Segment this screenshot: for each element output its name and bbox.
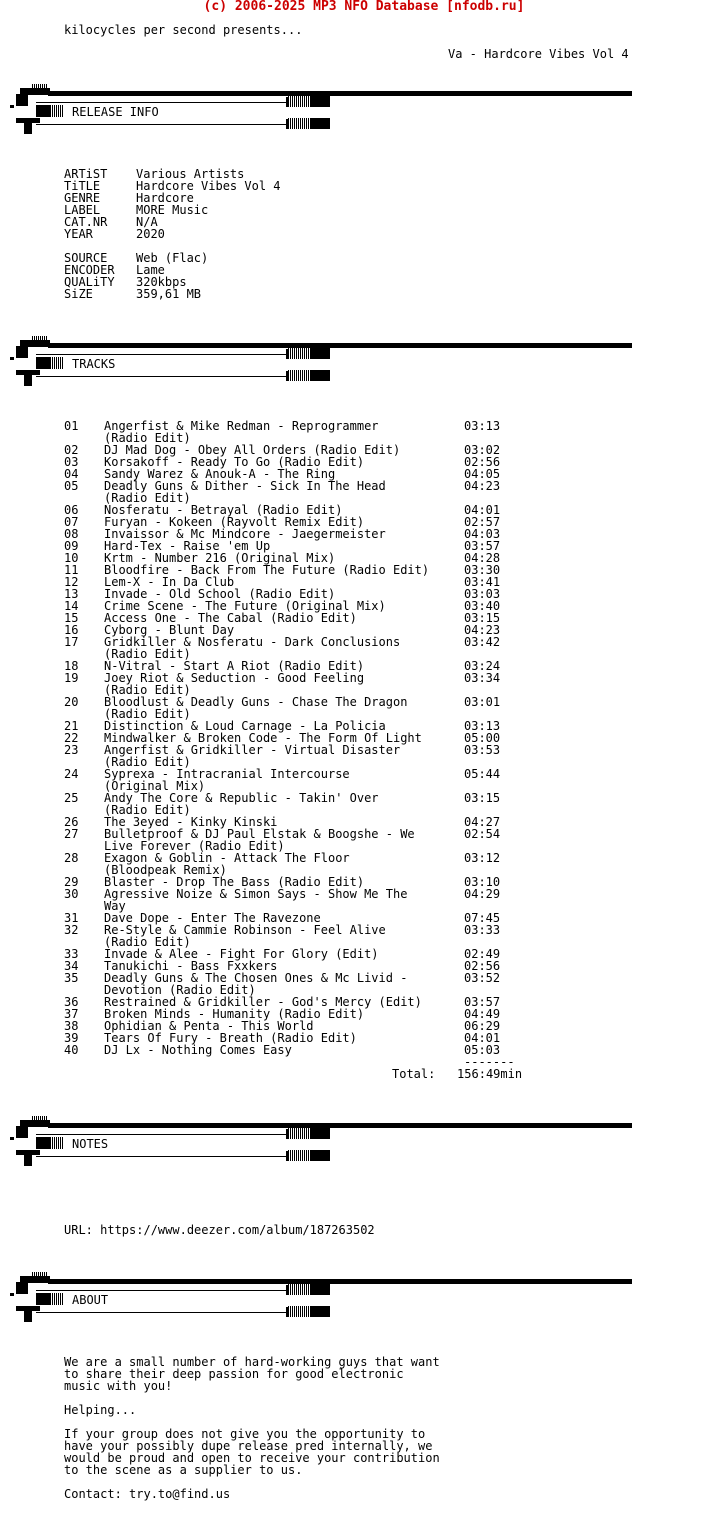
track-title: Joey Riot & Seduction - Good Feeling [104,671,365,685]
track-duration: 04:23 [464,479,501,493]
ascii-art-block [310,96,330,107]
track-duration: 02:54 [464,827,501,841]
release-info-key: GENRE [64,191,101,205]
ascii-art-block [310,1128,330,1139]
track-number: 36 [64,995,79,1009]
release-info-value: 359,61 MB [136,287,202,301]
track-duration: 04:01 [464,503,501,517]
release-info-value: MORE Music [136,203,209,217]
track-number: 04 [64,467,79,481]
ascii-art-block [24,374,32,386]
track-duration: 03:24 [464,659,501,673]
about-line: would be proud and open to receive your contribution [64,1451,440,1465]
section-title: ABOUT [72,1293,109,1307]
section-header-notes [10,1116,635,1176]
track-duration: 03:01 [464,695,501,709]
header-rule [48,1123,632,1128]
track-number: 20 [64,695,79,709]
section-title: RELEASE INFO [72,105,159,119]
track-number: 40 [64,1043,79,1057]
notes-url: URL: https://www.deezer.com/album/187263502 [64,1223,375,1237]
track-duration: 03:41 [464,575,501,589]
ascii-art-block [310,370,330,381]
track-number: 03 [64,455,79,469]
header-rule [48,91,632,96]
track-number: 38 [64,1019,79,1033]
track-title: Lem-X - In Da Club [104,575,235,589]
about-line: Helping... [64,1403,137,1417]
ascii-art-block [10,1137,14,1140]
track-title: Mindwalker & Broken Code - The Form Of Light [104,731,422,745]
track-title: Nosferatu - Betrayal (Radio Edit) [104,503,343,517]
track-title: Exagon & Goblin - Attack The Floor [104,851,350,865]
track-duration: 06:29 [464,1019,501,1033]
track-duration: 04:27 [464,815,501,829]
ascii-art-block [16,1126,28,1138]
presents-line: kilocycles per second presents... [64,23,303,37]
header-rule [36,376,288,377]
section-header-tracks [10,336,635,396]
about-text [64,1356,440,1500]
track-number: 21 [64,719,79,733]
track-duration: 04:29 [464,887,501,901]
track-duration: 03:12 [464,851,501,865]
track-duration: 04:49 [464,1007,501,1021]
track-title: Live Forever (Radio Edit) [104,839,285,853]
track-duration: 04:23 [464,623,501,637]
header-rule [36,102,288,103]
track-number: 26 [64,815,79,829]
track-title: (Radio Edit) [104,707,191,721]
track-duration: 03:15 [464,791,501,805]
track-number: 01 [64,419,79,433]
copyright-banner: (c) 2006-2025 MP3 NFO Database [nfodb.ru] [203,0,525,14]
header-rule [48,1279,632,1284]
ascii-art-block [310,348,330,359]
track-duration: 03:34 [464,671,501,685]
track-title: Agressive Noize & Simon Says - Show Me The [104,887,408,901]
track-title: Furyan - Kokeen (Rayvolt Remix Edit) [104,515,365,529]
track-title: Invade - Old School (Radio Edit) [104,587,336,601]
about-line: If your group does not give you the opportunity to [64,1427,426,1441]
header-rule [36,354,288,355]
track-title: Angerfist & Mike Redman - Reprogrammer [104,419,379,433]
section-header-about [10,1272,635,1332]
track-number: 18 [64,659,79,673]
ascii-art-block [10,105,14,108]
header-rule [48,343,632,348]
section-title: NOTES [72,1137,109,1151]
track-title: Sandy Warez & Anouk-A - The Ring [104,467,336,481]
track-title: (Radio Edit) [104,683,191,697]
track-number: 25 [64,791,79,805]
track-duration: 03:13 [464,719,501,733]
track-title: Tears Of Fury - Breath (Radio Edit) [104,1031,357,1045]
track-title: (Radio Edit) [104,935,191,949]
release-info-value: Various Artists [136,167,245,181]
track-title: DJ Mad Dog - Obey All Orders (Radio Edit) [104,443,401,457]
track-duration: 02:57 [464,515,501,529]
track-duration: 03:13 [464,419,501,433]
track-title: (Radio Edit) [104,755,191,769]
track-number: 10 [64,551,79,565]
header-rule [36,124,288,125]
ascii-art-block [16,94,28,106]
about-line: We are a small number of hard-working guys that want [64,1355,440,1369]
section-header-release-info [10,84,635,144]
track-title: (Radio Edit) [104,431,191,445]
total-line [392,1068,522,1080]
track-duration: 05:03 [464,1043,501,1057]
track-title: The 3eyed - Kinky Kinski [104,815,278,829]
track-title: Bloodlust & Deadly Guns - Chase The Dragon [104,695,408,709]
track-duration: 03:40 [464,599,501,613]
release-info-key: QUALiTY [64,275,115,289]
track-number: 14 [64,599,79,613]
track-title: N-Vitral - Start A Riot (Radio Edit) [104,659,365,673]
about-line: to share their deep passion for good electronic [64,1367,404,1381]
about-line: to the scene as a supplier to us. [64,1463,303,1477]
track-number: 28 [64,851,79,865]
track-duration: 03:33 [464,923,501,937]
about-line: have your possibly dupe release pred internally, we [64,1439,433,1453]
release-info-key: ARTiST [64,167,108,181]
track-title: (Original Mix) [104,779,206,793]
ascii-art-block [310,1150,330,1161]
ascii-art-block [16,346,28,358]
release-info-value: Hardcore Vibes Vol 4 [136,179,281,193]
total-label: Total: [392,1067,436,1081]
track-duration: 05:44 [464,767,501,781]
track-title: Cyborg - Blunt Day [104,623,235,637]
track-duration: 03:10 [464,875,501,889]
track-title: Tanukichi - Bass Fxxkers [104,959,278,973]
header-rule [36,1312,288,1313]
track-duration: 03:57 [464,539,501,553]
track-title: Blaster - Drop The Bass (Radio Edit) [104,875,365,889]
track-title: DJ Lx - Nothing Comes Easy [104,1043,292,1057]
track-duration: 04:03 [464,527,501,541]
track-title: (Bloodpeak Remix) [104,863,227,877]
ascii-art-block [24,122,32,134]
track-number: 33 [64,947,79,961]
track-number: 16 [64,623,79,637]
track-title: Crime Scene - The Future (Original Mix) [104,599,386,613]
release-info-key: SOURCE [64,251,108,265]
track-duration: 07:45 [464,911,501,925]
ascii-art-block [36,1293,50,1305]
about-line: Contact: try.to@find.us [64,1487,231,1501]
header-rule [36,1156,288,1157]
track-number: 27 [64,827,79,841]
track-number: 02 [64,443,79,457]
ascii-art-block [10,357,14,360]
ascii-art-block [10,1293,14,1296]
track-number: 22 [64,731,79,745]
track-title: Bloodfire - Back From The Future (Radio Edit) [104,563,430,577]
track-title: Devotion (Radio Edit) [104,983,256,997]
release-info-key: ENCODER [64,263,115,277]
ascii-art-block [24,1154,32,1166]
track-number: 09 [64,539,79,553]
track-title: (Radio Edit) [104,647,191,661]
track-title: Deadly Guns & The Chosen Ones & Mc Livid - [104,971,408,985]
track-duration: 02:56 [464,455,501,469]
track-number: 35 [64,971,79,985]
release-info-key: LABEL [64,203,101,217]
track-number: 17 [64,635,79,649]
track-title: Re-Style & Cammie Robinson - Feel Alive [104,923,386,937]
track-duration: 03:15 [464,611,501,625]
track-number: 24 [64,767,79,781]
track-number: 12 [64,575,79,589]
track-number: 31 [64,911,79,925]
track-title: Gridkiller & Nosferatu - Dark Conclusions [104,635,401,649]
track-number: 07 [64,515,79,529]
track-number: 05 [64,479,79,493]
release-info-key: YEAR [64,227,93,241]
track-duration: 02:56 [464,959,501,973]
track-title: Ophidian & Penta - This World [104,1019,314,1033]
track-number: 11 [64,563,79,577]
track-number: 29 [64,875,79,889]
ascii-art-block [36,105,50,117]
release-info-value: Web (Flac) [136,251,209,265]
track-number: 08 [64,527,79,541]
track-title: (Radio Edit) [104,803,191,817]
track-duration: 04:01 [464,1031,501,1045]
header-rule [36,1290,288,1291]
about-line: music with you! [64,1379,173,1393]
ascii-art-block [24,1310,32,1322]
track-title: Korsakoff - Ready To Go (Radio Edit) [104,455,365,469]
track-title: Restrained & Gridkiller - God's Mercy (Edit) [104,995,422,1009]
section-title: TRACKS [72,357,116,371]
track-number: 39 [64,1031,79,1045]
track-number: 19 [64,671,79,685]
track-title: Syprexa - Intracranial Intercourse [104,767,350,781]
ascii-art-block [36,357,50,369]
track-title: Deadly Guns & Dither - Sick In The Head [104,479,386,493]
track-duration: 03:02 [464,443,501,457]
release-info-key: TiTLE [64,179,101,193]
total-separator: ------- [464,1055,515,1069]
ascii-art-block [36,1137,50,1149]
header-rule [36,1134,288,1135]
track-duration: 03:42 [464,635,501,649]
track-duration: 03:52 [464,971,501,985]
ascii-art-block [310,118,330,129]
release-info-value: Lame [136,263,165,277]
ascii-art-block [310,1284,330,1295]
track-title: Invade & Alee - Fight For Glory (Edit) [104,947,379,961]
ascii-art-block [16,1282,28,1294]
track-title: (Radio Edit) [104,491,191,505]
release-name: Va - Hardcore Vibes Vol 4 [448,47,629,61]
track-title: Hard-Tex - Raise 'em Up [104,539,271,553]
track-duration: 05:00 [464,731,501,745]
release-info-key: SiZE [64,287,93,301]
track-number: 06 [64,503,79,517]
track-duration: 04:05 [464,467,501,481]
track-duration: 03:53 [464,743,501,757]
release-info-value: 320kbps [136,275,187,289]
release-info-value: N/A [136,215,158,229]
track-title: Angerfist & Gridkiller - Virtual Disaster [104,743,401,757]
track-number: 13 [64,587,79,601]
track-duration: 02:49 [464,947,501,961]
track-number: 37 [64,1007,79,1021]
track-duration: 04:28 [464,551,501,565]
track-number: 32 [64,923,79,937]
track-number: 23 [64,743,79,757]
track-duration: 03:30 [464,563,501,577]
release-info-value: Hardcore [136,191,194,205]
track-title: Bulletproof & DJ Paul Elstak & Boogshe - We [104,827,415,841]
track-number: 30 [64,887,79,901]
release-info-key: CAT.NR [64,215,108,229]
total-value: 156:49min [457,1067,523,1081]
track-title: Dave Dope - Enter The Ravezone [104,911,321,925]
track-duration: 03:57 [464,995,501,1009]
track-title: Krtm - Number 216 (Original Mix) [104,551,336,565]
track-number: 34 [64,959,79,973]
ascii-art-block [310,1306,330,1317]
release-info-value: 2020 [136,227,165,241]
track-title: Distinction & Loud Carnage - La Policia [104,719,386,733]
track-title: Andy The Core & Republic - Takin' Over [104,791,379,805]
track-duration: 03:03 [464,587,501,601]
track-title: Broken Minds - Humanity (Radio Edit) [104,1007,365,1021]
track-number: 15 [64,611,79,625]
track-title: Invaissor & Mc Mindcore - Jaegermeister [104,527,386,541]
track-title: Way [104,899,126,913]
track-title: Access One - The Cabal (Radio Edit) [104,611,357,625]
